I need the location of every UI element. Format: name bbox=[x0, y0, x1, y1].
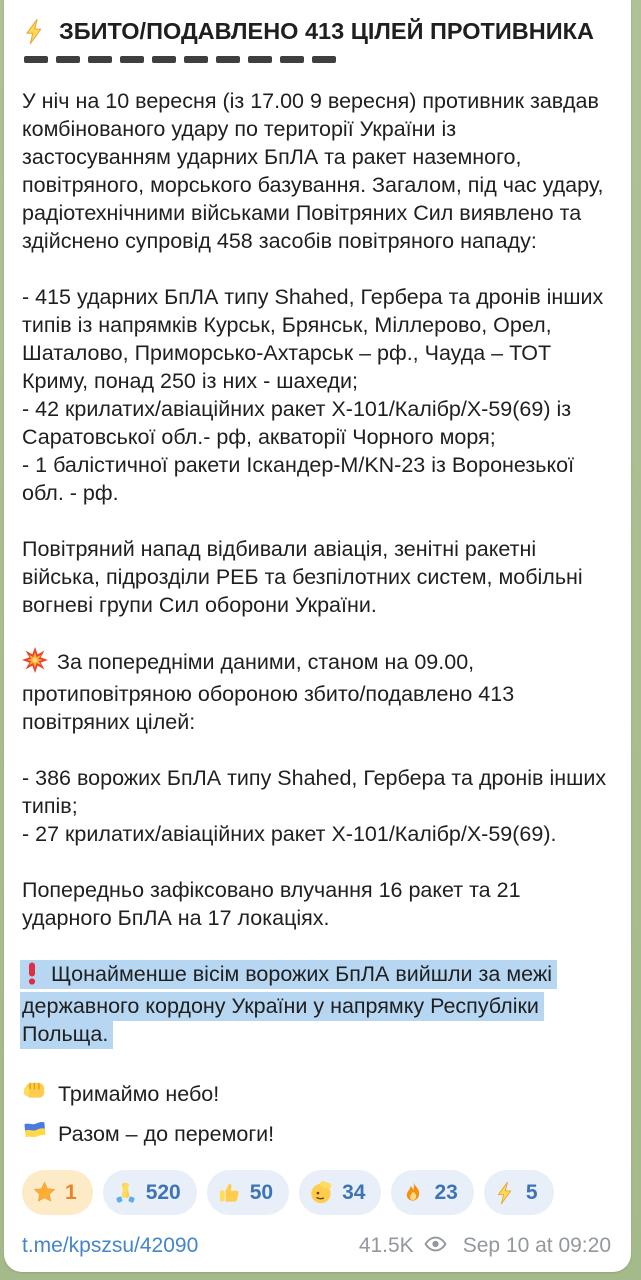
reaction-count: 34 bbox=[342, 1180, 366, 1204]
post-title bbox=[22, 16, 611, 46]
zap-icon bbox=[494, 1181, 518, 1205]
reaction-zap[interactable] bbox=[484, 1170, 554, 1215]
reaction-count: 50 bbox=[249, 1180, 274, 1204]
message-bubble bbox=[4, 0, 631, 1272]
highlighted-selection bbox=[20, 960, 557, 1049]
post-meta bbox=[359, 1232, 611, 1260]
reaction-folded-hands[interactable] bbox=[103, 1170, 197, 1215]
slogan-sky-text: Тримаймо небо! bbox=[58, 1081, 220, 1106]
slogan-victory-text: Разом – до перемоги! bbox=[58, 1122, 275, 1146]
slogan-victory bbox=[22, 1118, 611, 1150]
folded-hands-icon bbox=[113, 1180, 138, 1205]
downed-list bbox=[22, 764, 611, 848]
slogan-sky bbox=[22, 1076, 611, 1111]
eye-icon bbox=[424, 1232, 447, 1260]
reaction-count: 23 bbox=[434, 1180, 458, 1204]
list-item: - 386 ворожих БпЛА типу Shahed, Гербера та дронів інших типів; bbox=[22, 766, 607, 818]
reaction-thumbs-up[interactable] bbox=[207, 1170, 289, 1215]
list-item: - 1 балістичної ракети Іскандер-М/KN-23 із Воронезької обл. - рф. bbox=[22, 453, 575, 505]
paragraph-poland-alert bbox=[22, 960, 611, 1048]
star-icon bbox=[32, 1180, 57, 1205]
enemy-launch-list bbox=[22, 283, 611, 507]
ukraine-flag-icon bbox=[22, 1118, 48, 1150]
reactions-row bbox=[22, 1170, 611, 1215]
list-item: - 415 ударних БпЛА типу Shahed, Гербера та дронів інших типів із напрямків Курськ, Брянськ, Міллерово, Орел, Шаталово, Приморсько-Ахтарськ – рф., Чауда – ТОТ Криму, понад 250 із них - шахеди; bbox=[22, 285, 604, 393]
paragraph-impacts: Попередньо зафіксовано влучання 16 ракет та 21 ударного БпЛА на 17 локаціях. bbox=[22, 878, 521, 930]
paragraph-intro: У ніч на 10 вересня (із 17.00 9 вересня) противник завдав комбінованого удару по території України із застосуванням ударних БпЛА та ракет наземного, повітряного, морського базування. Загалом, під час удару, радіотехнічними військами Повітряних Сил виявлено та здійснено супровід 458 засобів повітряного нападу: bbox=[22, 89, 604, 253]
list-item: - 27 крилатих/авіаційних ракет Х-101/Калібр/Х-59(69). bbox=[22, 822, 557, 846]
post-link[interactable]: t.me/kpszsu/42090 bbox=[22, 1234, 199, 1257]
paragraph-results-text: За попередніми даними, станом на 09.00, протиповітряною обороною збито/подавлено 413 повітряних цілей: bbox=[22, 650, 515, 734]
exclamation-icon bbox=[22, 961, 42, 992]
reaction-count: 5 bbox=[525, 1180, 538, 1204]
list-item: - 42 крилатих/авіаційних ракет Х-101/Калібр/Х-59(69) із Саратовської обл.- рф, акваторії Чорного моря; bbox=[22, 397, 572, 449]
separator-dashes bbox=[24, 56, 611, 63]
paragraph-defense: Повітряний напад відбивали авіація, зенітні ракетні війська, підрозділи РЕБ та безпілотних систем, мобільні вогневі групи Сил оборони України. bbox=[22, 537, 583, 617]
thumbs-up-icon bbox=[217, 1180, 242, 1205]
reaction-count: 1 bbox=[65, 1180, 77, 1204]
post-footer bbox=[22, 1232, 611, 1260]
collision-icon bbox=[22, 647, 48, 680]
zap-icon bbox=[22, 18, 49, 45]
reaction-count: 520 bbox=[145, 1180, 181, 1204]
reaction-saluting-face[interactable] bbox=[299, 1170, 381, 1215]
post-date: Sep 10 at 09:20 bbox=[462, 1234, 611, 1257]
views-count: 41.5K bbox=[358, 1234, 414, 1257]
poland-alert-text: Щонайменше вісім ворожих БпЛА вийшли за межі державного кордону України у напрямку Республіки Польща. bbox=[22, 962, 552, 1046]
paragraph-results bbox=[22, 647, 611, 736]
reaction-star[interactable] bbox=[22, 1170, 93, 1215]
raised-fist-icon bbox=[22, 1076, 48, 1111]
reaction-fire[interactable] bbox=[391, 1170, 473, 1215]
saluting-face-icon bbox=[309, 1180, 334, 1205]
post-title-text: ЗБИТО/ПОДАВЛЕНО 413 ЦІЛЕЙ ПРОТИВНИКА bbox=[59, 18, 594, 44]
fire-icon bbox=[401, 1180, 426, 1205]
slogans-block bbox=[22, 1076, 611, 1150]
